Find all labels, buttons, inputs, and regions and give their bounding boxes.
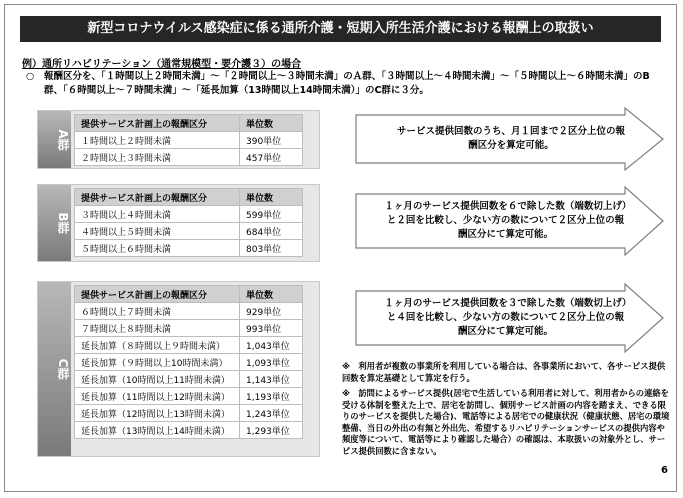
group-a-label: A群 [56, 128, 70, 151]
bullet-icon: ○ [26, 71, 35, 82]
row-category: 延長加算（８時間以上９時間未満） [75, 337, 240, 354]
group-c-arrow-text: １ヶ月のサービス提供回数を３で除した数（端数切上げ）と４回を比較し、少ない方の数について２区分上位の報酬区分にて算定可能。 [384, 298, 627, 337]
intro-paragraph [26, 70, 656, 98]
row-units: 390単位 [240, 132, 303, 149]
group-c-label: C群 [56, 358, 70, 380]
group-c-tab [38, 282, 71, 456]
group-b-label: B群 [56, 212, 70, 234]
group-a-table [74, 114, 303, 166]
header-cell-units: 単位数 [240, 115, 303, 132]
row-units: 1,093単位 [240, 354, 303, 371]
row-units: 993単位 [240, 320, 303, 337]
group-b-table [74, 188, 303, 257]
row-units: 1,193単位 [240, 388, 303, 405]
header-cell-category: 提供サービス計画上の報酬区分 [75, 189, 240, 206]
table-row [75, 132, 303, 149]
row-units: 929単位 [240, 303, 303, 320]
intro-text: 報酬区分を、「１時間以上２時間未満」～「２時間以上～３時間未満」のＡ群、「３時間以上～４時間未満」～「５時間以上～６時間未満」のB群、「６時間以上～７時間未満」～「延長加算（13時間以上14時間未満）」のC群に３分。 [44, 71, 650, 96]
row-category: 延長加算（11時間以上12時間未満） [75, 388, 240, 405]
table-header-row [75, 189, 303, 206]
table-row [75, 206, 303, 223]
header-cell-units: 単位数 [240, 286, 303, 303]
table-header-row [75, 115, 303, 132]
row-category: １時間以上２時間未満 [75, 132, 240, 149]
group-a-panel [37, 110, 320, 169]
group-b-arrow-text: １ヶ月のサービス提供回数を６で除した数（端数切上げ）と２回を比較し、少ない方の数について２区分上位の報酬区分にて算定可能。 [384, 201, 627, 240]
row-category: 延長加算（10時間以上11時間未満） [75, 371, 240, 388]
table-row [75, 371, 303, 388]
row-category: ７時間以上８時間未満 [75, 320, 240, 337]
row-category: ４時間以上５時間未満 [75, 223, 240, 240]
row-units: 1,143単位 [240, 371, 303, 388]
table-row [75, 223, 303, 240]
footnote: ※ 利用者が複数の事業所を利用している場合は、各事業所において、各サービス提供回数を算定基礎として算定を行う。 [342, 361, 666, 383]
row-category: ５時間以上６時間未満 [75, 240, 240, 257]
group-b-tab [38, 185, 71, 261]
page-number: 6 [661, 465, 668, 476]
table-row [75, 337, 303, 354]
group-a-arrow-text: サービス提供回数のうち、月１回まで２区分上位の報酬区分を算定可能。 [396, 126, 625, 151]
row-units: 684単位 [240, 223, 303, 240]
table-row [75, 320, 303, 337]
table-row [75, 303, 303, 320]
group-b-panel [37, 184, 320, 262]
row-units: 599単位 [240, 206, 303, 223]
group-b-arrow [355, 186, 665, 256]
header-cell-category: 提供サービス計画上の報酬区分 [75, 286, 240, 303]
row-units: 1,043単位 [240, 337, 303, 354]
row-units: 1,293単位 [240, 422, 303, 439]
table-row [75, 405, 303, 422]
group-c-arrow [355, 283, 665, 353]
table-header-row [75, 286, 303, 303]
row-category: 延長加算（12時間以上13時間未満） [75, 405, 240, 422]
group-c-panel [37, 281, 320, 457]
group-a-arrow [355, 107, 665, 171]
footnote: ※ 訪問によるサービス提供(居宅で生活している利用者に対して、利用者からの連絡を受ける体制を整えた上で、居宅を訪問し、個別サービス計画の内容を踏まえ、できる限りのサービスを提供した場合)、電話等による居宅での健康状況（健康状態、居宅の環境整備、当日の外出の有無と外出先、希望するリハビリテーションサービスの提供内容や頻度等について、電話等により確認した場合）の確認は、本取扱いの対象外とし、サービス提供回数に含まない。 [342, 388, 670, 456]
header-cell-units: 単位数 [240, 189, 303, 206]
section-title: 例）通所リハビリテーション（通常規模型・要介護３）の場合 [22, 59, 302, 70]
table-row [75, 354, 303, 371]
table-row [75, 149, 303, 166]
page-title: 新型コロナウイルス感染症に係る通所介護・短期入所生活介護における報酬上の取扱い [20, 16, 661, 42]
row-category: ６時間以上７時間未満 [75, 303, 240, 320]
row-units: 457単位 [240, 149, 303, 166]
table-row [75, 388, 303, 405]
table-row [75, 240, 303, 257]
row-units: 803単位 [240, 240, 303, 257]
row-category: ２時間以上３時間未満 [75, 149, 240, 166]
row-category: 延長加算（９時間以上10時間未満） [75, 354, 240, 371]
table-row [75, 422, 303, 439]
header-cell-category: 提供サービス計画上の報酬区分 [75, 115, 240, 132]
row-units: 1,243単位 [240, 405, 303, 422]
group-a-tab [38, 111, 71, 168]
footnotes [342, 361, 672, 461]
row-category: ３時間以上４時間未満 [75, 206, 240, 223]
group-c-table [74, 285, 303, 439]
row-category: 延長加算（13時間以上14時間未満） [75, 422, 240, 439]
